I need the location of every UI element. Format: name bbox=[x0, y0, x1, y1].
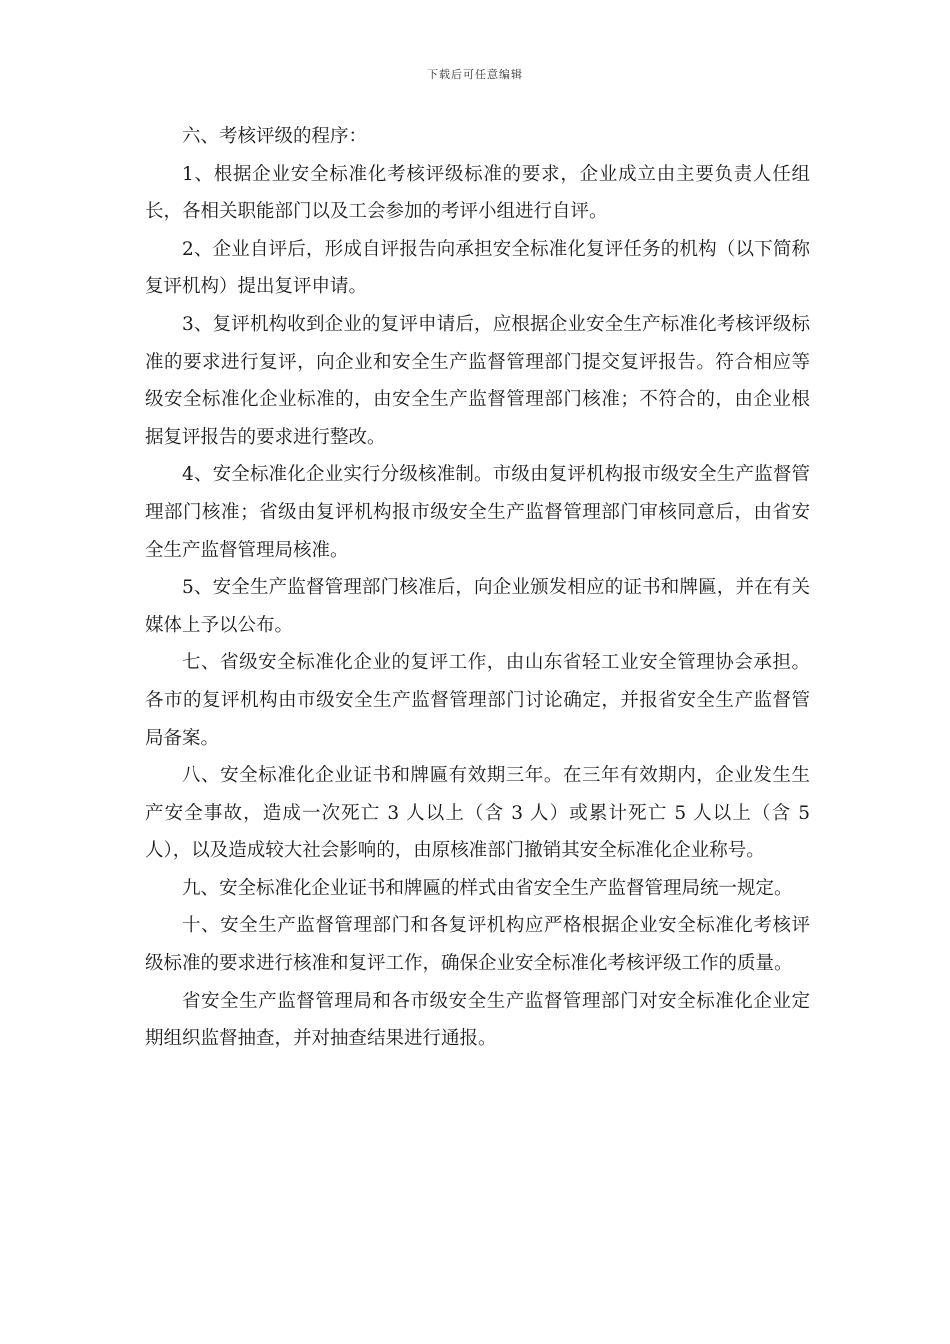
paragraph-section-9: 九、安全标准化企业证书和牌匾的样式由省安全生产监督管理局统一规定。 bbox=[182, 877, 793, 899]
paragraph-step-4: 4、安全标准化企业实行分级核准制。市级由复评机构报市级安全生产监督管理部门核准；省级由复评机构报市级安全生产监督管理部门审核同意后，由省安全生产监督管理局核准。 bbox=[145, 464, 810, 561]
paragraph-section-8: 八、安全标准化企业证书和牌匾有效期三年。在三年有效期内，企业发生生产安全事故，造成一次死亡 3 人以上（含 3 人）或累计死亡 5 人以上（含 5 人），以及造成较大社会影响的，由原核准部门撤销其安全标准化企业称号。 bbox=[145, 765, 810, 862]
document-body bbox=[145, 118, 810, 1058]
page-header: 下载后可任意编辑 bbox=[427, 68, 523, 81]
paragraph-step-3: 3、复评机构收到企业的复评申请后，应根据企业安全生产标准化考核评级标准的要求进行复评，向企业和安全生产监督管理部门提交复评报告。符合相应等级安全标准化企业标准的，由安全生产监督管理部门核准；不符合的，由企业根据复评报告的要求进行整改。 bbox=[145, 313, 810, 448]
paragraph-step-1: 1、根据企业安全标准化考核评级标准的要求，企业成立由主要负责人任组长，各相关职能部门以及工会参加的考评小组进行自评。 bbox=[145, 163, 810, 223]
paragraph-section-10: 十、安全生产监督管理部门和各复评机构应严格根据企业安全标准化考核评级标准的要求进行核准和复评工作，确保企业安全标准化考核评级工作的质量。 bbox=[145, 915, 810, 975]
paragraph-step-2: 2、企业自评后，形成自评报告向承担安全标准化复评任务的机构（以下简称复评机构）提出复评申请。 bbox=[145, 238, 810, 298]
section-heading-procedure: 六、考核评级的程序： bbox=[182, 126, 368, 147]
paragraph-section-7: 七、省级安全标准化企业的复评工作，由山东省轻工业安全管理协会承担。各市的复评机构由市级安全生产监督管理部门讨论确定，并报省安全生产监督管局备案。 bbox=[145, 652, 810, 749]
paragraph-supervision: 省安全生产监督管理局和各市级安全生产监督管理部门对安全标准化企业定期组织监督抽查，并对抽查结果进行通报。 bbox=[145, 990, 810, 1050]
paragraph-step-5: 5、安全生产监督管理部门核准后，向企业颁发相应的证书和牌匾，并在有关媒体上予以公布。 bbox=[145, 577, 810, 636]
